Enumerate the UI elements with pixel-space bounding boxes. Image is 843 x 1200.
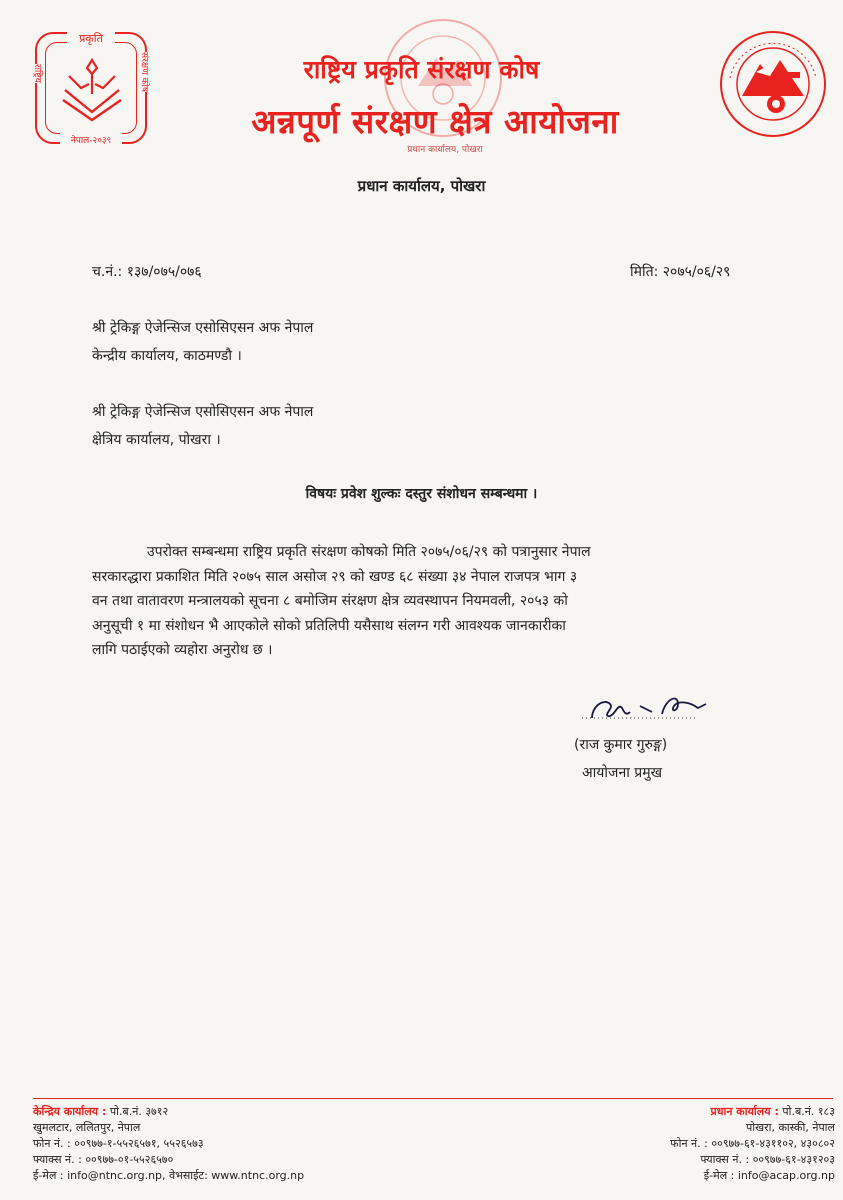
footer-right-email: info@acap.org.np: [737, 1169, 835, 1182]
footer-left-office-line: [33, 1104, 304, 1120]
footer-central-office: [33, 1104, 304, 1184]
letter-date: मिति: २०७५/०६/२९: [630, 264, 731, 280]
handwritten-signature: [578, 688, 713, 730]
footer-left-phone-label: फोन नं. :: [33, 1137, 71, 1150]
footer-left-fax-line: [33, 1152, 304, 1168]
footer-left-office-label: केन्द्रिय कार्यालय :: [33, 1105, 107, 1118]
footer-right-phone-line: [670, 1136, 835, 1152]
footer-left-email-label: ई-मेल :: [33, 1169, 64, 1182]
footer-left-email-line: [33, 1168, 304, 1184]
footer-right-phone: ००९७७-६१-४३११०२, ४३०८०२: [711, 1137, 835, 1150]
footer-right-office-label: प्रधान कार्यालय :: [710, 1105, 779, 1118]
recipient-2-name: श्री ट्रेकिङ्ग ऐजेन्सिज एसोसिएसन अफ नेपाल: [92, 404, 314, 420]
body-line: अनुसूची १ मा संशोधन भै आएकोले सोको प्रतिलिपी यसैसाथ संलग्न गरी आवश्यक जानकारीका: [92, 617, 566, 634]
logo-text-bottom: नेपाल-२०३९: [60, 133, 122, 146]
body-line: उपरोक्त सम्बन्धमा राष्ट्रिय प्रकृति संरक्षण कोषको मिति २०७५/०६/२९ को पत्रानुसार नेपाल: [147, 544, 591, 560]
footer-right-email-line: [670, 1168, 835, 1184]
seal-caption: प्रधान कार्यालय, पोखरा: [407, 145, 483, 155]
logo-text-right: संरक्षण कोष: [139, 52, 149, 93]
body-line: सरकारद्धारा प्रकाशित मिति २०७५ साल असोज २९ को खण्ड ६८ संख्या ३४ नेपाल राजपत्र भाग ३: [92, 568, 578, 585]
body-line: वन तथा वातावरण मन्त्रालयको सूचना ८ बमोजिम संरक्षण क्षेत्र व्यवस्थापन नियमवली, २०५३ को: [92, 593, 568, 609]
recipient-1-name: श्री ट्रेकिङ्ग ऐजेन्सिज एसोसिएसन अफ नेपाल: [92, 320, 314, 336]
signer-name: (राज कुमार गुरुङ्ग): [574, 737, 668, 753]
reference-number: च.नं.: १३७/०७५/०७६: [92, 264, 202, 280]
footer-right-address: पोखरा, कास्की, नेपाल: [746, 1121, 835, 1134]
office-heading: प्रधान कार्यालय, पोखरा: [357, 177, 486, 195]
letter-body: [92, 540, 712, 663]
footer-left-address: खुमलटार, ललितपुर, नेपाल: [33, 1121, 141, 1134]
footer-right-office-line: [670, 1104, 835, 1120]
footer-right-fax-line: [670, 1152, 835, 1168]
logo-text-top: प्रकृति: [67, 31, 115, 46]
footer-left-po: पो.ब.नं. ३७१२: [109, 1105, 169, 1118]
footer-right-po: पो.ब.नं. १८३: [782, 1105, 835, 1118]
footer-right-phone-label: फोन नं. :: [670, 1137, 708, 1150]
footer-right-email-label: ई-मेल :: [703, 1169, 735, 1182]
footer-right-fax: ००९७७-६१-४३१२०३: [752, 1153, 835, 1166]
logo-text-left: राष्ट्रिय: [32, 64, 42, 83]
footer-left-phone-line: [33, 1136, 304, 1152]
footer-head-office: [670, 1104, 835, 1184]
footer-left-phone: ००९७७-१-५५२६५७१, ५५२६५७३: [74, 1137, 204, 1150]
ntnc-logo: [32, 32, 149, 146]
footer-left-fax-label: फ्याक्स नं. :: [33, 1153, 82, 1166]
signer-title: आयोजना प्रमुख: [582, 765, 663, 781]
footer-left-email: info@ntnc.org.np, वेभसाईट: www.ntnc.org.np: [67, 1169, 305, 1182]
letter-subject: विषयः प्रवेश शुल्कः दस्तुर संशोधन सम्बन्धमा ।: [305, 486, 538, 502]
body-line: लागि पठाईएको व्यहोरा अनुरोध छ ।: [92, 642, 273, 658]
recipient-2-office: क्षेत्रिय कार्यालय, पोखरा ।: [92, 432, 221, 448]
org-name-primary: राष्ट्रिय प्रकृति संरक्षण कोष: [303, 55, 540, 84]
org-name-project: अन्नपूर्ण संरक्षण क्षेत्र आयोजना: [251, 102, 619, 141]
footer-left-fax: ००९७७-०१-५५२६५७०: [85, 1153, 174, 1166]
footer-right-fax-label: फ्याक्स नं. :: [700, 1153, 750, 1166]
footer-divider: [33, 1098, 833, 1099]
acap-logo: [718, 28, 828, 140]
recipient-1-office: केन्द्रीय कार्यालय, काठमण्डौ ।: [92, 348, 242, 364]
